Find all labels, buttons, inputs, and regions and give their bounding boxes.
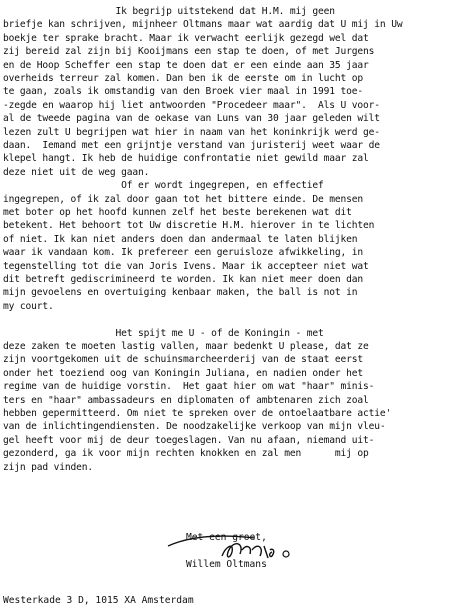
letter-line: deze niet uit de weg gaan. <box>3 166 150 178</box>
letter-line: my court. <box>3 300 54 312</box>
sender-address: Westerkade 3 D, 1015 XA Amsterdam <box>3 595 194 606</box>
letter-line: boekje ter sprake bracht. Maar ik verwacht eerlijk gezegd wel dat <box>3 32 369 44</box>
letter-line: ters en "haar" ambassadeurs en diplomaten of ambtenaren zich zoal <box>3 394 369 406</box>
letter-line: zij bereid zal zijn bij Kooijmans een stap te doen, of met Jurgens <box>3 46 375 58</box>
letter-line: en de Hoop Scheffer een stap te doen dat er een einde aan 35 jaar <box>3 59 369 71</box>
letter-line: dit betreft gediscrimineerd te worden. Ik kan niet meer doen dan <box>3 274 364 285</box>
letter-line: tegenstelling tot die van Joris Ivens. Maar ik accepteer niet wat <box>3 260 369 272</box>
letter-line: te gaan, zoals ik omstandig van den Broek vier maal in 1991 toe- <box>3 86 364 98</box>
letter-line: betekent. Het behoort tot Uw discretie H.M. hierover in te lichten <box>3 220 375 232</box>
letter-line: of niet. Ik kan niet anders doen dan andermaal te laten blijken <box>3 233 358 245</box>
letter-line: mijn gevoelens en overtuiging kenbaar maken, the ball is not in <box>3 287 358 299</box>
letter-line: onder het toeziend oog van Koningin Juliana, en nadien onder het <box>3 367 364 379</box>
letter-line: van de inlichtingendiensten. De noodzakelijke verkoop van mijn vleu- <box>3 421 386 433</box>
letter-line: klepel hangt. Ik heb de huidige confrontatie niet gewild maar zal <box>3 153 369 165</box>
letter-line: zijn pad vinden. <box>3 461 94 473</box>
letter-line: overheids terreur zal komen. Dan ben ik de eerste om in lucht op <box>3 73 364 84</box>
letter-line: gel heeft voor mij de deur toegeslagen. Van nu afaan, niemand uit- <box>3 434 375 446</box>
letter-line: ingegrepen, of ik zal door gaan tot het bittere einde. De mensen <box>3 193 364 205</box>
letter-line: Het spijt me U - of de Koningin - met <box>3 327 324 339</box>
letter-line: deze zaken te moeten lastig vallen, maar bedenkt U please, dat ze <box>3 341 369 352</box>
signature-name: Willem Oltmans <box>186 559 267 570</box>
letter-line: daan. Iemand met een grijntje verstand van juristerij weet waar de <box>3 140 380 151</box>
letter-line: briefje kan schrijven, mijnheer Oltmans maar wat aardig dat U mij in Uw <box>3 19 403 31</box>
letter-line: gezonderd, ga ik voor mijn rechten knokken en zal men mij op <box>3 448 369 460</box>
letter-line: al de tweede pagina van de oekase van Luns van 30 jaar geleden wilt <box>3 113 380 125</box>
letter-line: Of er wordt ingegrepen, en effectief <box>3 180 324 192</box>
letter-line: waar ik vandaan kom. Ik prefereer een geruisloze afwikkeling, in <box>3 247 364 259</box>
letter-line: zijn voortgekomen uit de schuinsmarcheerderij van de staat eerst <box>3 354 364 366</box>
closing-line: Met een groet, <box>186 532 267 543</box>
letter-line: met boter op het hoofd kunnen zelf het beste berekenen wat dit <box>3 207 352 218</box>
letter-line: regime van de huidige vorstin. Het gaat hier om wat "haar" minis- <box>3 381 375 393</box>
letter-line: -zegde en waarop hij liet antwoorden "Procedeer maar". Als U voor- <box>3 99 380 111</box>
letter-line: hebben gepermitteerd. Om niet te spreken over de ontoelaatbare actie' <box>3 408 392 419</box>
letter-line: lezen zult U begrijpen wat hier in naam van het koninkrijk werd ge- <box>3 126 380 138</box>
letter-line: Ik begrijp uitstekend dat H.M. mij geen <box>3 6 335 17</box>
